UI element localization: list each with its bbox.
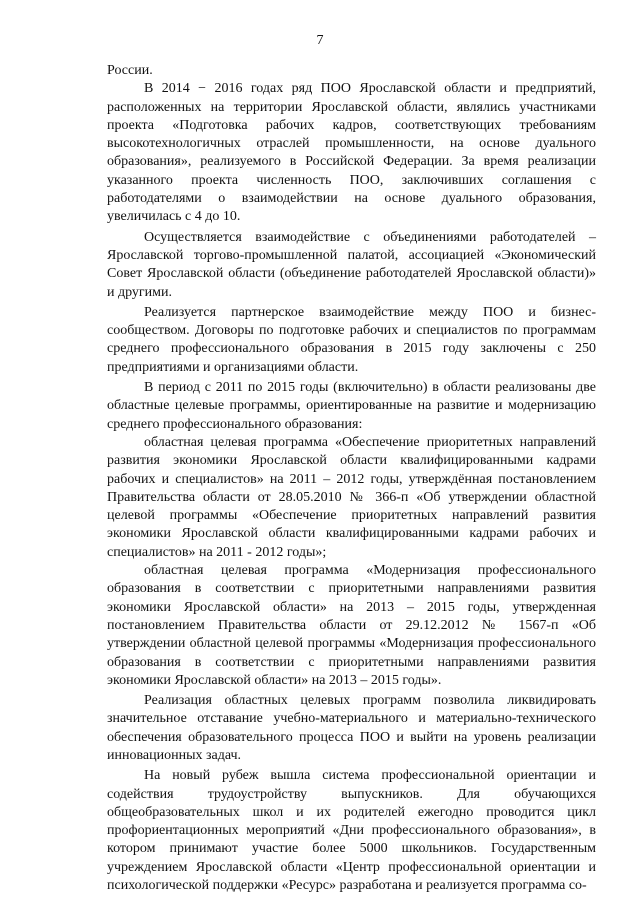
paragraph-continuation: России. bbox=[107, 63, 153, 78]
paragraph-target-programs-intro: В период с 2011 по 2015 годы (включительно) в области реализованы две областные целевые программы, ориентированные на развитие и модернизацию среднего профессионального образования: bbox=[107, 380, 596, 432]
paragraph-programs-result: Реализация областных целевых программ позволила ликвидировать значительное отставание учебно-материального и материально-технического обеспечения образовательного процесса ПОО и выйти на уровень реализации инновационных задач. bbox=[107, 693, 596, 763]
paragraph-career-guidance: На новый рубеж вышла система профессиональной ориентации и содействия трудоустройству выпускников. Для обучающихся общеобразовательных школ и их родителей ежегодно проводится цикл профориентационных мероприятий «Дни профессионального образования», в котором принимают участие более 5000 школьников. Государственным учреждением Ярославской области «Центр профессиональной ориентации и психологической поддержки «Ресурс» разработана и реализуется программа со- bbox=[107, 768, 596, 894]
paragraph-program-2013-2015: областная целевая программа «Модернизация профессионального образования в соответствии с приоритетными направлениями развития экономики Ярославской области» на 2013 – 2015 годы, утвержденная постановлением Правительства области от 29.12.2012 № 1567-п «Об утверждении областной целевой программы «Модернизация профессионального образования в соответствии с приоритетными направлениями развития экономики Ярославской области» на 2013 – 2015 годы». bbox=[107, 563, 596, 688]
paragraph-business-partnership: Реализуется партнерское взаимодействие между ПОО и бизнес-сообществом. Договоры по подготовке рабочих и специалистов по программам среднего профессионального образования в 2015 году заключены с 250 предприятиями и организациями области. bbox=[107, 304, 596, 375]
paragraph-dual-education: В 2014 − 2016 годах ряд ПОО Ярославской области и предприятий, расположенных на территории Ярославской области, являлись участниками проекта «Подготовка рабочих кадров, соответствующих требованиям высокотехнологичных отраслей промышленности, на основе дуального образования», реализуемого в Российской Федерации. За время реализации указанного проекта численность ПОО, заключивших соглашения с работодателями о взаимодействии на основе дуального образования, увеличилась с 4 до 10. bbox=[107, 81, 596, 225]
body-text bbox=[107, 62, 596, 895]
paragraph-program-2011-2012: областная целевая программа «Обеспечение приоритетных направлений развития экономики Ярославской области квалифицированными кадрами рабочих и специалистов» на 2011 – 2012 годы, утверждённая постановлением Правительства области от 28.05.2010 № 366-п «Об утверждении областной целевой программы «Обеспечение приоритетных направлений развития экономики Ярославской области квалифицированными кадрами рабочих и специалистов» на 2011 - 2012 годы»; bbox=[107, 434, 596, 560]
paragraph-employer-associations: Осуществляется взаимодействие с объединениями работодателей – Ярославской торгово-промышленной палатой, ассоциацией «Экономический Совет Ярославской области (объединение работодателей Ярославской области)» и другими. bbox=[107, 229, 596, 300]
page-number: 7 bbox=[316, 33, 324, 48]
